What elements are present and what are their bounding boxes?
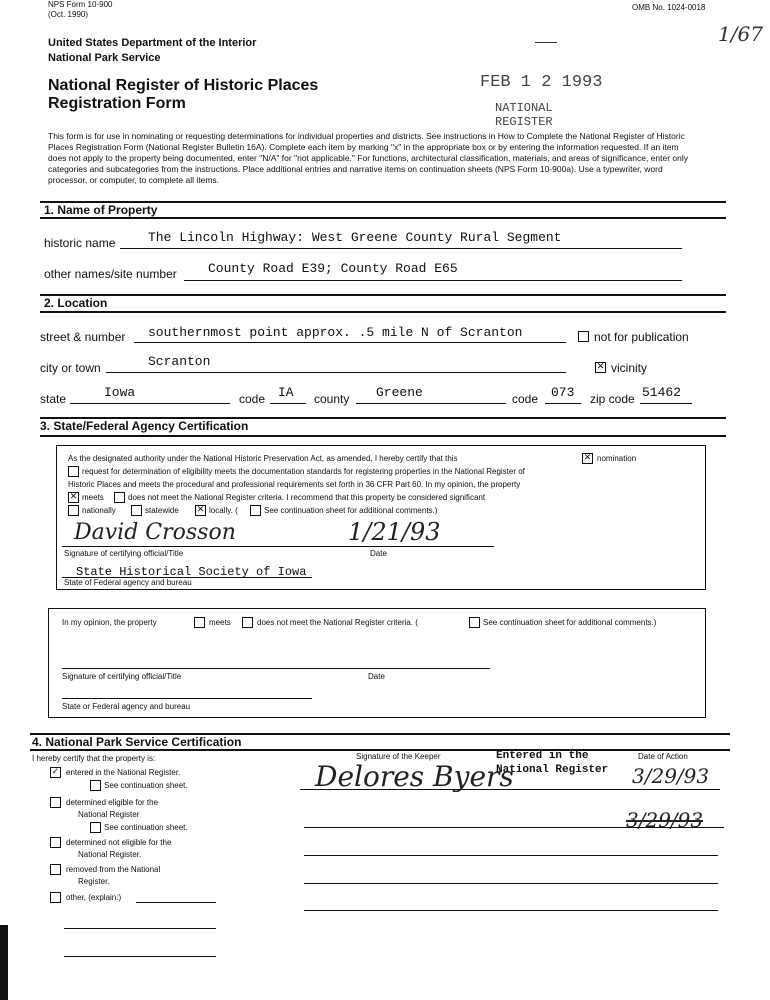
does-not-meet-checkbox[interactable] [114, 492, 125, 503]
underline [70, 403, 230, 404]
street-label: street & number [40, 330, 126, 344]
cert-text-b: request for determination of eligibility meets the documentation standards for registering properties in the National Register of [82, 467, 525, 476]
underline [62, 546, 494, 547]
rule [40, 217, 726, 219]
department: United States Department of the Interior [48, 37, 257, 49]
nomination-label: nomination [597, 454, 637, 463]
action-date-2: 3/29/93 [626, 808, 704, 832]
historic-name-label: historic name [44, 236, 116, 250]
opinion-not-meet-checkbox[interactable] [242, 617, 253, 628]
not-eligible-checkbox[interactable] [50, 837, 61, 848]
see-continuation-2: See continuation sheet. [104, 823, 188, 832]
city-value[interactable]: Scranton [148, 354, 211, 369]
underline [106, 372, 566, 373]
certifying-signature: David Crosson [74, 520, 236, 545]
statewide-label: statewide [145, 506, 179, 515]
underline [304, 827, 724, 828]
continuation-checkbox[interactable] [250, 505, 261, 516]
nomination-checkbox[interactable]: ✕ [583, 453, 592, 463]
opt-not-eligible-2: National Register. [78, 850, 142, 859]
entered-continuation-checkbox[interactable] [90, 780, 101, 791]
locally-checkbox[interactable]: ✕ [196, 505, 205, 515]
nps-intro: I hereby certify that the property is: [32, 754, 156, 763]
agency-value: State Historical Society of Iowa [76, 565, 307, 579]
opinion-meets-checkbox[interactable] [194, 617, 205, 628]
agency-label: State of Federal agency and bureau [64, 578, 192, 587]
underline [64, 928, 216, 929]
omb-number: OMB No. 1024-0018 [632, 3, 706, 12]
opinion-continuation-checkbox[interactable] [469, 617, 480, 628]
certifying-date: 1/21/93 [348, 518, 441, 546]
underline [304, 910, 718, 911]
opinion-not-meet-label: does not meet the National Register criteria. ( [257, 618, 418, 627]
state-label: state [40, 392, 67, 406]
opt-entered: entered in the National Register. [66, 768, 181, 777]
section4-heading: 4. National Park Service Certification [32, 735, 242, 749]
underline [184, 280, 682, 281]
does-not-meet-label: does not meet the National Register criteria. I recommend that this property be considered significant [128, 493, 486, 502]
signature-label: Signature of certifying official/Title [64, 549, 184, 558]
underline [120, 248, 682, 249]
removed-checkbox[interactable] [50, 864, 61, 875]
rule [40, 311, 726, 313]
date-label: Date [370, 549, 387, 558]
underline [640, 403, 692, 404]
underline [136, 902, 216, 903]
keeper-label: Signature of the Keeper [356, 752, 441, 761]
service: National Park Service [48, 52, 161, 64]
cert-text-a: As the designated authority under the National Historic Preservation Act, as amended, I hereby certify that this [68, 454, 458, 463]
underline [300, 789, 720, 790]
vicinity-label: vicinity [611, 361, 648, 375]
other-names-label: other names/site number [44, 267, 177, 281]
meets-label: meets [82, 493, 104, 502]
underline [62, 698, 312, 699]
other-names-value[interactable]: County Road E39; County Road E65 [208, 261, 458, 276]
underline [304, 855, 718, 856]
not-for-publication-checkbox[interactable] [578, 331, 589, 342]
form-date: (Oct. 1990) [48, 10, 89, 19]
continuation-label: See continuation sheet for additional comments.) [264, 506, 438, 515]
underline [134, 342, 566, 343]
section2-heading: 2. Location [44, 296, 108, 310]
action-date-label: Date of Action [638, 752, 688, 761]
action-date-1: 3/29/93 [632, 764, 710, 788]
underline [356, 403, 506, 404]
meets-checkbox[interactable]: ✕ [69, 492, 78, 502]
state-value[interactable]: Iowa [104, 385, 136, 400]
not-for-publication-label: not for publication [594, 330, 689, 344]
handwritten-mark: 1/67 [718, 22, 763, 46]
underline [304, 883, 718, 884]
form-subtitle: Registration Form [48, 95, 186, 112]
opt-not-eligible-1: determined not eligible for the [66, 838, 172, 847]
received-stamp-date: FEB 1 2 1993 [480, 73, 603, 92]
header-dash [535, 42, 557, 43]
rule [40, 435, 726, 437]
see-continuation-1: See continuation sheet. [104, 781, 188, 790]
opt-eligible-2: National Register [78, 810, 140, 819]
county-code-label: code [512, 392, 539, 406]
nationally-checkbox[interactable] [68, 505, 79, 516]
rule [40, 294, 726, 296]
statewide-checkbox[interactable] [131, 505, 142, 516]
historic-name-value[interactable]: The Lincoln Highway: West Greene County Rural Segment [148, 230, 562, 245]
form-title: National Register of Historic Places [48, 77, 319, 94]
other-checkbox[interactable] [50, 892, 61, 903]
stamp-line-national: NATIONAL [495, 101, 553, 115]
county-value[interactable]: Greene [376, 385, 423, 400]
eligible-checkbox[interactable] [50, 797, 61, 808]
section3-heading: 3. State/Federal Agency Certification [40, 419, 249, 433]
cert-text-c: Historic Places and meets the procedural and professional requirements set forth in 36 CFR Part 60. In my opinion, the property [68, 480, 521, 489]
city-label: city or town [40, 361, 101, 375]
sig2-label: Signature of certifying official/Title [62, 672, 182, 681]
county-code-value[interactable]: 073 [551, 385, 575, 400]
opinion-meets-label: meets [209, 618, 231, 627]
opt-eligible-1: determined eligible for the [66, 798, 159, 807]
section1-heading: 1. Name of Property [44, 203, 158, 217]
opinion-text: In my opinion, the property [62, 618, 157, 627]
county-label: county [314, 392, 350, 406]
underline [64, 956, 216, 957]
state-code-label: code [239, 392, 266, 406]
state-code-value[interactable]: IA [278, 385, 294, 400]
vicinity-checkbox[interactable]: ✕ [596, 362, 605, 372]
rule [30, 749, 730, 751]
opt-other: other, (explain:) [66, 893, 122, 902]
stamp-line-register: REGISTER [495, 115, 553, 129]
locally-label: locally. ( [209, 506, 238, 515]
zip-value[interactable]: 51462 [642, 385, 682, 400]
entered-stamp-line2: National Register [496, 764, 609, 776]
opt-removed-2: Register. [78, 877, 110, 886]
scan-edge-bar [0, 925, 8, 1000]
entered-checkbox[interactable]: ✓ [51, 767, 60, 777]
agency2-label: State or Federal agency and bureau [62, 702, 191, 711]
entered-stamp-line1: Entered in the [496, 750, 589, 762]
date2-label: Date [368, 672, 385, 681]
opinion-continuation-label: See continuation sheet for additional comments.) [483, 618, 657, 627]
eligible-continuation-checkbox[interactable] [90, 822, 101, 833]
nationally-label: nationally [82, 506, 116, 515]
form-number: NPS Form 10-900 [48, 0, 113, 9]
opt-removed-1: removed from the National [66, 865, 161, 874]
instructions-paragraph: This form is for use in nominating or requesting determinations for individual properties and districts. See instructions in How to Complete the National Register of Historic Places Registration Form (National Register Bulletin 16A). Complete each item by marking "x" in the appropriate box or by entering the information requested. If an item does not apply to the property being documented, enter "N/A" for "not applicable." For functions, architectural classification, materials, and areas of significance, enter only categories and subcategories from the instructions. Place additional entries and narrative items on continuation sheets (NPS Form 10-900a). Use a typewriter, word processor, or computer, to complete all items. [48, 131, 688, 185]
street-value[interactable]: southernmost point approx. .5 mile N of Scranton [148, 325, 523, 340]
underline [62, 668, 490, 669]
keeper-signature: Delores Byers [315, 760, 514, 793]
underline [270, 403, 306, 404]
underline [545, 403, 581, 404]
request-checkbox[interactable] [68, 466, 79, 477]
zip-label: zip code [590, 392, 635, 406]
